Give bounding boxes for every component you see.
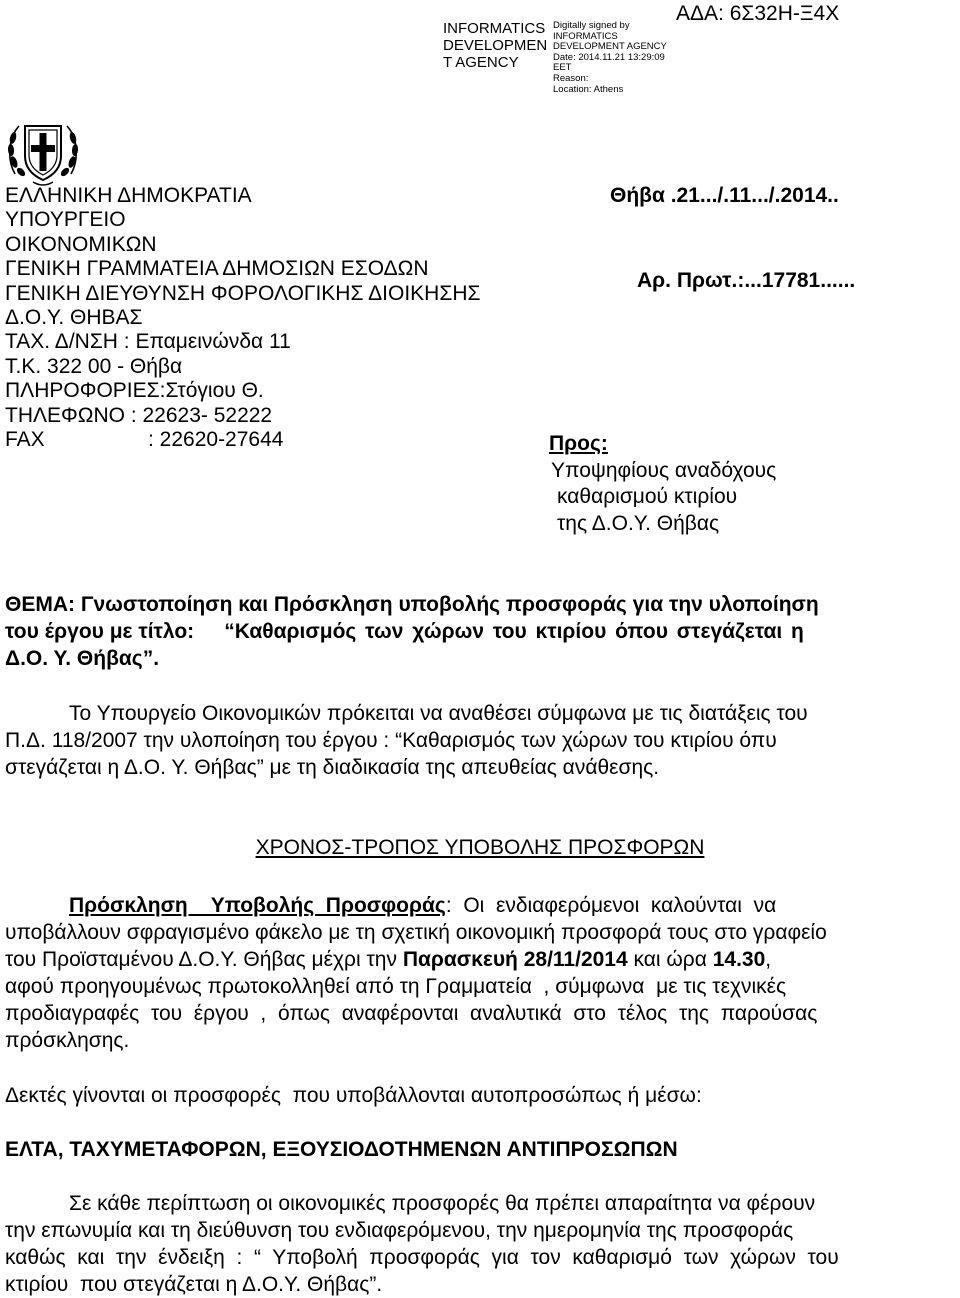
final-line: κτιρίου που στεγάζεται η Δ.Ο.Υ. Θήβας”. [5, 1273, 383, 1296]
fax-value: : 22620-27644 [148, 427, 284, 451]
fax-label: FAX [5, 427, 45, 451]
final-line: καθώς και την ένδειξη : “ Υποβολή προσφοράς για τον καθαρισμό των χώρων του [5, 1246, 839, 1269]
intro-text: Το Υπουργείο Οικονομικών πρόκειται να αναθέσει σύμφωνα με τις διατάξεις του [69, 702, 808, 725]
signature-name-line: INFORMATICS [443, 20, 546, 37]
submission-text: , [765, 948, 772, 971]
submission-line: πρόσκλησης. [5, 1029, 130, 1052]
signature-name-line: T AGENCY [443, 54, 519, 71]
submission-line: προδιαγραφές του έργου , όπως αναφέρονται αναλυτικά στο τέλος της παρούσας [5, 1002, 818, 1025]
final-line: την επωνυμία και τη διεύθυνση του ενδιαφερόμενου, την ημερομηνία της προσφοράς [5, 1219, 794, 1242]
subject-line [5, 618, 955, 645]
submission-line [5, 892, 955, 919]
signature-details [553, 21, 667, 95]
signature-detail-line: INFORMATICS [553, 30, 618, 42]
header-line: ΕΛΛΗΝΙΚΗ ΔΗΜΟΚΡΑΤΙΑ [5, 184, 252, 207]
header-line: ΠΛΗΡΟΦΟΡΙΕΣ:Στόγιου Θ. [5, 379, 264, 403]
ada-code: ΑΔΑ: 6Σ32Η-Ξ4Χ [676, 2, 840, 25]
sender-header [5, 184, 480, 452]
submission-paragraph [5, 892, 955, 1054]
signature-detail-line: EET [553, 62, 572, 74]
protocol-number: Αρ. Πρωτ.:...17781...... [637, 269, 856, 292]
accepted-methods: Δεκτές γίνονται οι προσφορές που υποβάλλονται αυτοπροσώπως ή μέσω: [5, 1084, 702, 1107]
submission-line: υποβάλλουν σφραγισμένο φάκελο με τη σχετική οικονομική προσφορά τους στο γραφείο [5, 921, 827, 944]
intro-line: Π.Δ. 118/2007 την υλοποίηση του έργου : “Καθαρισμός των χώρων του κτιρίου όπυ [5, 729, 777, 752]
subject-line: Δ.Ο. Υ. Θήβας”. [5, 647, 160, 670]
subject-line: ΘΕΜΑ: Γνωστοποίηση και Πρόσκληση υποβολής προσφοράς για την υλοποίηση [5, 593, 819, 616]
header-line: ΓΕΝΙΚΗ ΔΙΕΥΘΥΝΣΗ ΦΟΡΟΛΟΓΙΚΗΣ ΔΙΟΙΚΗΣΗΣ [5, 281, 481, 305]
fax-line [5, 428, 480, 452]
submission-line: αφού προηγουμένως πρωτοκολληθεί από τη Γραμματεία , σύμφωνα με τις τεχνικές [5, 975, 787, 998]
signature-detail-line: Digitally signed by [553, 20, 630, 31]
submission-text: του Προϊσταμένου Δ.Ο.Υ. Θήβας μέχρι την [5, 948, 397, 971]
coat-of-arms-icon [5, 112, 81, 188]
intro-line: στεγάζεται η Δ.Ο. Υ. Θήβας” με τη διαδικασία της απευθείας ανάθεσης. [5, 756, 660, 779]
recipient-line: Υποψηφίους αναδόχους [551, 459, 777, 482]
section-title: ΧΡΟΝΟΣ-ΤΡΟΠΟΣ ΥΠΟΒΟΛΗΣ ΠΡΟΣΦΟΡΩΝ [255, 836, 705, 859]
recipient-line: της Δ.Ο.Υ. Θήβας [557, 512, 720, 535]
header-line: ΟΙΚΟΝΟΜΙΚΩΝ [5, 232, 157, 256]
intro-line [5, 700, 955, 727]
delivery-methods: ΕΛΤΑ, ΤΑΧΥΜΕΤΑΦΟΡΩΝ, ΕΞΟΥΣΙΟΔΟΤΗΜΕΝΩΝ ΑΝΤΙΠΡΟΣΩΠΩΝ [5, 1138, 678, 1161]
signature-detail-line: DEVELOPMENT AGENCY [553, 41, 667, 53]
subject-paragraph [5, 591, 955, 672]
submission-label: Πρόσκληση Υποβολής Προσφοράς [69, 894, 446, 917]
signature-name [443, 20, 547, 71]
deadline-date: Παρασκευή 28/11/2014 [402, 948, 628, 971]
signature-name-line: DEVELOPMEN [443, 37, 548, 54]
subject-line-start: του έργου με τίτλο: [5, 620, 195, 643]
submission-text: και ώρα [633, 948, 707, 971]
final-text: Σε κάθε περίπτωση οι οικονομικές προσφορές θα πρέπει απαραίτητα να φέρουν [69, 1192, 816, 1215]
signature-detail-line: Location: Athens [553, 83, 624, 95]
recipient-line: καθαρισμού κτιρίου [557, 485, 738, 508]
signature-detail-line: Date: 2014.11.21 13:29:09 [553, 51, 665, 63]
final-paragraph [5, 1190, 955, 1298]
to-label: Προς: [549, 432, 608, 455]
header-line: Δ.Ο.Υ. ΘΗΒΑΣ [5, 305, 143, 329]
header-line: ΓΕΝΙΚΗ ΓΡΑΜΜΑΤΕΙΑ ΔΗΜΟΣΙΩΝ ΕΣΟΔΩΝ [5, 257, 429, 281]
deadline-time: 14.30 [712, 948, 766, 971]
submission-line [5, 946, 955, 973]
header-line: ΥΠΟΥΡΓΕΙΟ [5, 208, 126, 232]
header-line: ΤΑΧ. Δ/ΝΣΗ : Επαμεινώνδα 11 [5, 330, 291, 354]
project-title: “Καθαρισμός των χώρων του κτιρίου όπου στεγάζεται η [224, 620, 804, 643]
submission-text: : Οι ενδιαφερόμενοι καλούνται να [445, 894, 777, 917]
header-line: Τ.Κ. 322 00 - Θήβα [5, 354, 183, 378]
intro-paragraph [5, 700, 955, 781]
final-line [5, 1190, 955, 1217]
signature-detail-line: Reason: [553, 72, 589, 84]
document-date: Θήβα .21.../.11.../.2014.. [610, 184, 839, 207]
header-line: ΤΗΛΕΦΩΝΟ : 22623- 52222 [5, 403, 273, 427]
